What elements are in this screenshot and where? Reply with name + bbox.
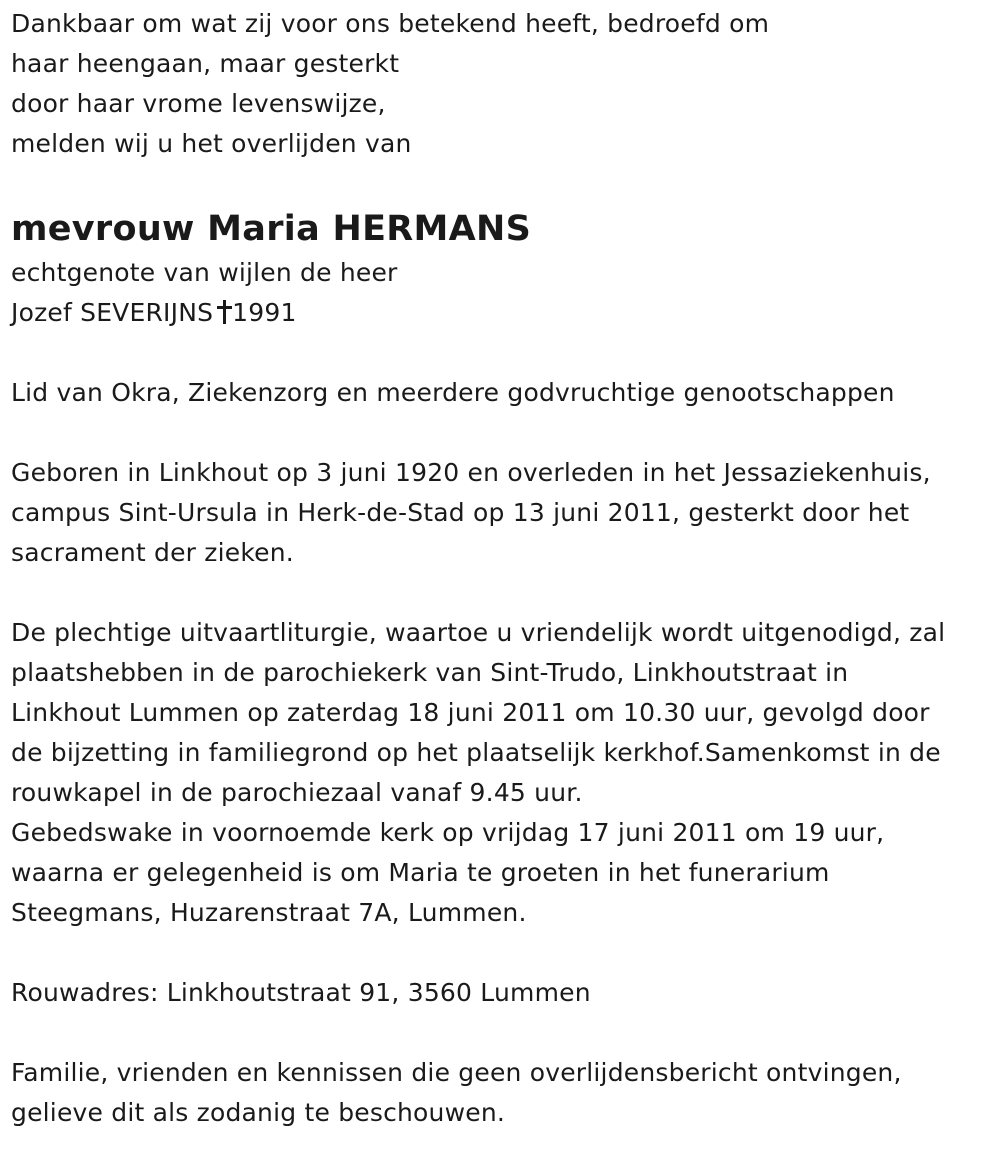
obituary-notice <box>11 4 996 1133</box>
closing-paragraph <box>11 1053 996 1133</box>
intro-paragraph <box>11 4 996 164</box>
spouse-block <box>11 253 996 333</box>
membership-paragraph <box>11 373 996 413</box>
funeral-line: Gebedswake in voornoemde kerk op vrijdag 17 juni 2011 om 19 uur, <box>11 818 885 847</box>
closing-line: gelieve dit als zodanig te beschouwen. <box>11 1098 506 1127</box>
funeral-paragraph <box>11 613 996 933</box>
cross-icon <box>217 300 231 324</box>
funeral-line: Steegmans, Huzarenstraat 7A, Lummen. <box>11 898 527 927</box>
spouse-name-line <box>11 293 996 333</box>
address-paragraph <box>11 973 996 1013</box>
funeral-line: Linkhout Lummen op zaterdag 18 juni 2011 om 10.30 uur, gevolgd door <box>11 698 930 727</box>
address-line: Rouwadres: Linkhoutstraat 91, 3560 Lummen <box>11 978 591 1007</box>
spouse-line: echtgenote van wijlen de heer <box>11 258 398 287</box>
intro-line: melden wij u het overlijden van <box>11 129 412 158</box>
birth-death-line: Geboren in Linkhout op 3 juni 1920 en overleden in het Jessaziekenhuis, <box>11 458 931 487</box>
funeral-line: rouwkapel in de parochiezaal vanaf 9.45 uur. <box>11 778 583 807</box>
birth-death-line: sacrament der zieken. <box>11 538 294 567</box>
birth-death-line: campus Sint-Ursula in Herk-de-Stad op 13 juni 2011, gesterkt door het <box>11 498 910 527</box>
membership-line: Lid van Okra, Ziekenzorg en meerdere godvruchtige genootschappen <box>11 378 895 407</box>
intro-line: door haar vrome levenswijze, <box>11 89 386 118</box>
spouse-name: Jozef SEVERIJNS <box>11 298 214 327</box>
deceased-name: mevrouw Maria HERMANS <box>11 209 532 249</box>
closing-line: Familie, vrienden en kennissen die geen overlijdensbericht ontvingen, <box>11 1058 902 1087</box>
funeral-line: waarna er gelegenheid is om Maria te groeten in het funerarium <box>11 858 830 887</box>
funeral-line: De plechtige uitvaartliturgie, waartoe u vriendelijk wordt uitgenodigd, zal <box>11 618 946 647</box>
intro-line: Dankbaar om wat zij voor ons betekend heeft, bedroefd om <box>11 9 770 38</box>
spouse-death-year: 1991 <box>232 298 297 327</box>
funeral-line: plaatshebben in de parochiekerk van Sint-Trudo, Linkhoutstraat in <box>11 658 849 687</box>
intro-line: haar heengaan, maar gesterkt <box>11 49 400 78</box>
birth-death-paragraph <box>11 453 996 573</box>
funeral-line: de bijzetting in familiegrond op het plaatselijk kerkhof.Samenkomst in de <box>11 738 941 767</box>
